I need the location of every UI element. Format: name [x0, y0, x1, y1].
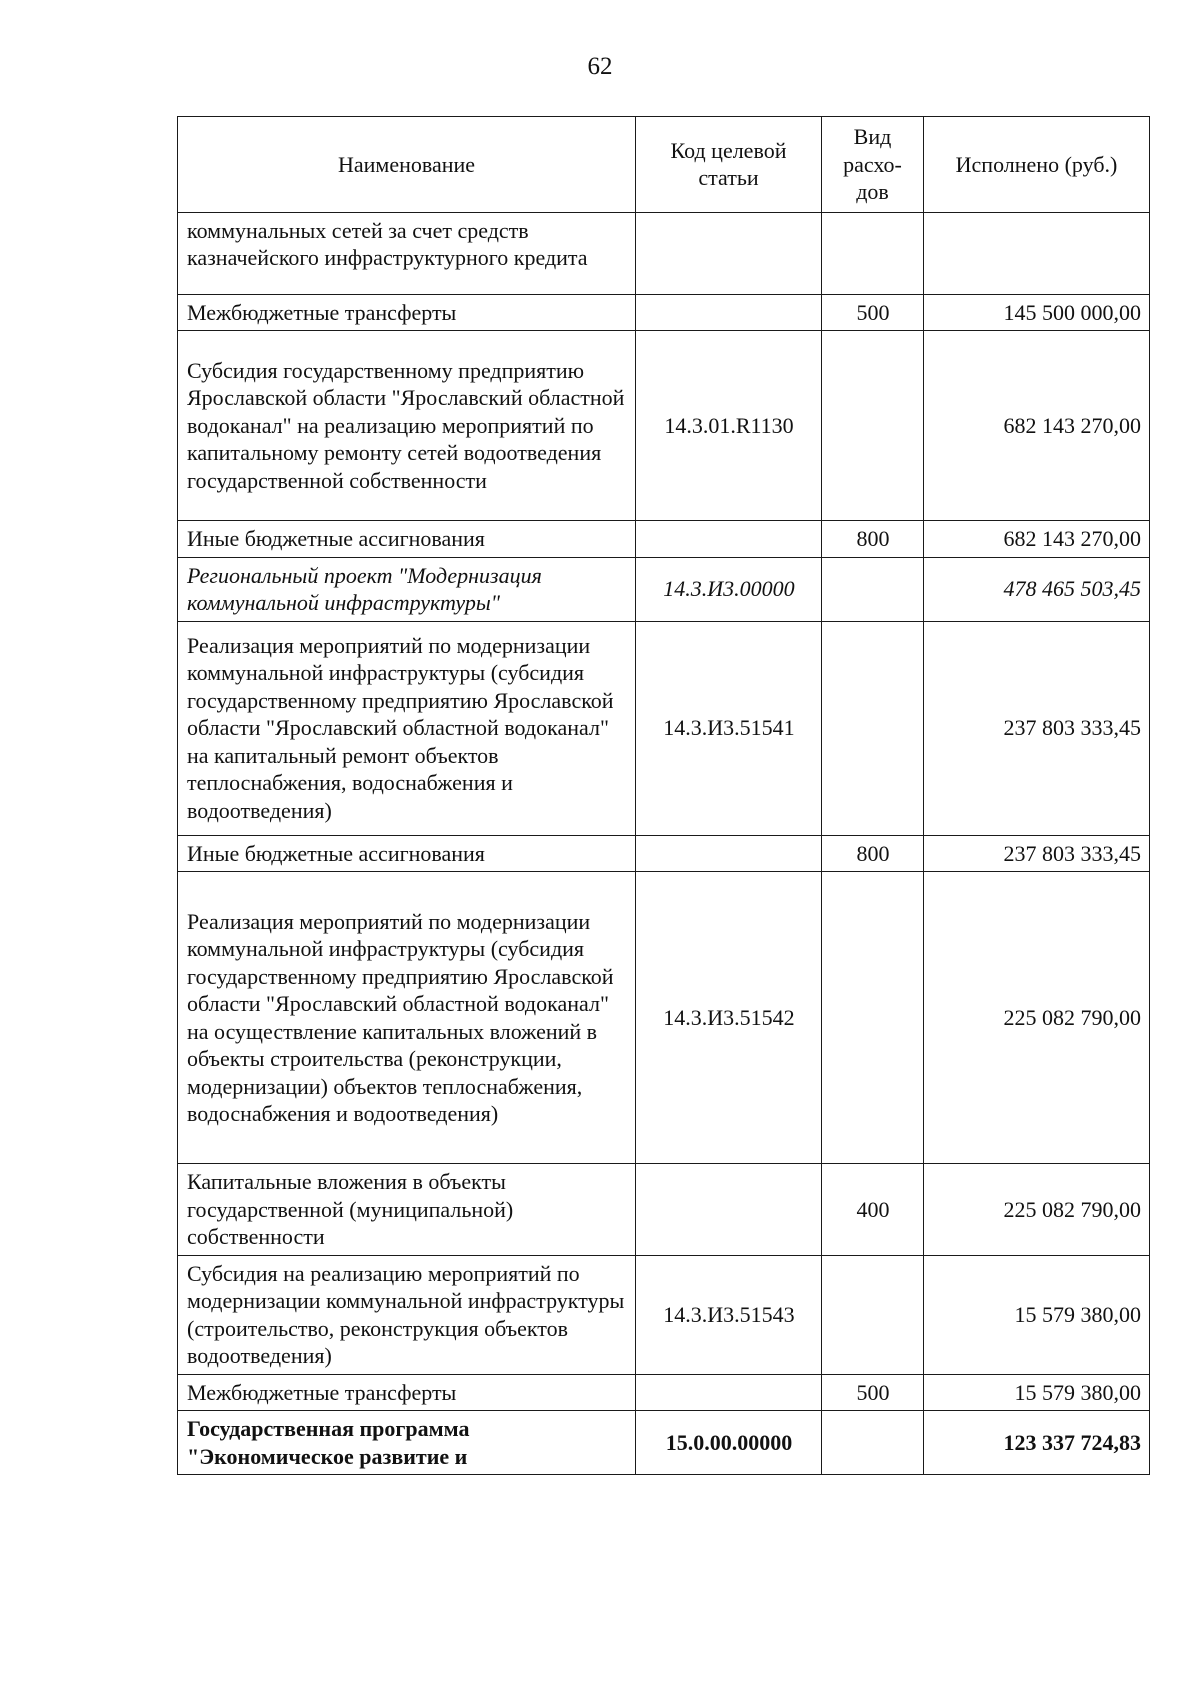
table-row	[178, 331, 1150, 521]
header-row	[178, 117, 1150, 213]
row-name-cell: Государственная программа "Экономическое развитие и	[178, 1411, 636, 1475]
row-name-cell: Реализация мероприятий по модернизации коммунальной инфраструктуры (субсидия государственному предприятию Ярославской области "Ярославский областной водоканал" на капитальный ремонт объектов теплоснабжения, водоснабжения и водоотведения)	[178, 621, 636, 835]
header-code: Код целевой статьи	[636, 117, 822, 213]
expenditure-table	[177, 116, 1150, 1475]
header-name: Наименование	[178, 117, 636, 213]
table-row	[178, 835, 1150, 872]
row-type-cell	[822, 1255, 924, 1374]
row-code-cell: 14.3.И3.51541	[636, 621, 822, 835]
row-name-cell: Региональный проект "Модернизация коммунальной инфраструктуры"	[178, 557, 636, 621]
row-sum-cell: 145 500 000,00	[924, 294, 1150, 331]
row-code-cell	[636, 294, 822, 331]
row-sum-cell: 237 803 333,45	[924, 621, 1150, 835]
table-row	[178, 212, 1150, 294]
row-code-cell: 15.0.00.00000	[636, 1411, 822, 1475]
row-type-cell	[822, 557, 924, 621]
row-name-cell: Межбюджетные трансферты	[178, 1374, 636, 1411]
row-sum-cell: 225 082 790,00	[924, 872, 1150, 1164]
row-sum-cell: 682 143 270,00	[924, 331, 1150, 521]
header-sum: Исполнено (руб.)	[924, 117, 1150, 213]
row-code-cell: 14.3.И3.51543	[636, 1255, 822, 1374]
row-sum-cell: 123 337 724,83	[924, 1411, 1150, 1475]
row-type-cell: 800	[822, 835, 924, 872]
row-name-cell: Иные бюджетные ассигнования	[178, 521, 636, 558]
row-name-cell: Межбюджетные трансферты	[178, 294, 636, 331]
row-name-cell: Капитальные вложения в объекты государственной (муниципальной) собственности	[178, 1164, 636, 1256]
row-type-cell: 500	[822, 294, 924, 331]
row-sum-cell: 15 579 380,00	[924, 1374, 1150, 1411]
table-row	[178, 521, 1150, 558]
row-code-cell	[636, 521, 822, 558]
row-type-cell: 400	[822, 1164, 924, 1256]
table-body	[178, 212, 1150, 1475]
table-header	[178, 117, 1150, 213]
row-type-cell	[822, 1411, 924, 1475]
row-name-cell: Иные бюджетные ассигнования	[178, 835, 636, 872]
row-name-cell: Реализация мероприятий по модернизации коммунальной инфраструктуры (субсидия государственному предприятию Ярославской области "Ярославский областной водоканал" на осуществление капитальных вложений в объекты строительства (реконструкции, модернизации) объектов теплоснабжения, водоснабжения и водоотведения)	[178, 872, 636, 1164]
table-row	[178, 621, 1150, 835]
row-sum-cell	[924, 212, 1150, 294]
row-name-cell: Субсидия государственному предприятию Ярославской области "Ярославский областной водоканал" на реализацию мероприятий по капитальному ремонту сетей водоотведения государственной собственности	[178, 331, 636, 521]
row-code-cell	[636, 1164, 822, 1256]
row-type-cell: 800	[822, 521, 924, 558]
row-sum-cell: 15 579 380,00	[924, 1255, 1150, 1374]
row-code-cell: 14.3.01.R1130	[636, 331, 822, 521]
table-row	[178, 1255, 1150, 1374]
table-row	[178, 294, 1150, 331]
row-code-cell	[636, 835, 822, 872]
row-sum-cell: 225 082 790,00	[924, 1164, 1150, 1256]
row-name-cell: коммунальных сетей за счет средств казначейского инфраструктурного кредита	[178, 212, 636, 294]
row-sum-cell: 682 143 270,00	[924, 521, 1150, 558]
row-type-cell	[822, 212, 924, 294]
row-name-cell: Субсидия на реализацию мероприятий по модернизации коммунальной инфраструктуры (строительство, реконструкция объектов водоотведения)	[178, 1255, 636, 1374]
table-row	[178, 872, 1150, 1164]
table-row	[178, 1411, 1150, 1475]
table-row	[178, 1374, 1150, 1411]
row-code-cell	[636, 212, 822, 294]
row-type-cell	[822, 621, 924, 835]
row-type-cell	[822, 331, 924, 521]
row-code-cell: 14.3.И3.51542	[636, 872, 822, 1164]
table-row	[178, 1164, 1150, 1256]
row-type-cell	[822, 872, 924, 1164]
row-sum-cell: 478 465 503,45	[924, 557, 1150, 621]
header-type: Вид расхо-дов	[822, 117, 924, 213]
row-sum-cell: 237 803 333,45	[924, 835, 1150, 872]
row-code-cell: 14.3.И3.00000	[636, 557, 822, 621]
row-type-cell: 500	[822, 1374, 924, 1411]
table-row	[178, 557, 1150, 621]
page-number: 62	[587, 53, 613, 80]
row-code-cell	[636, 1374, 822, 1411]
